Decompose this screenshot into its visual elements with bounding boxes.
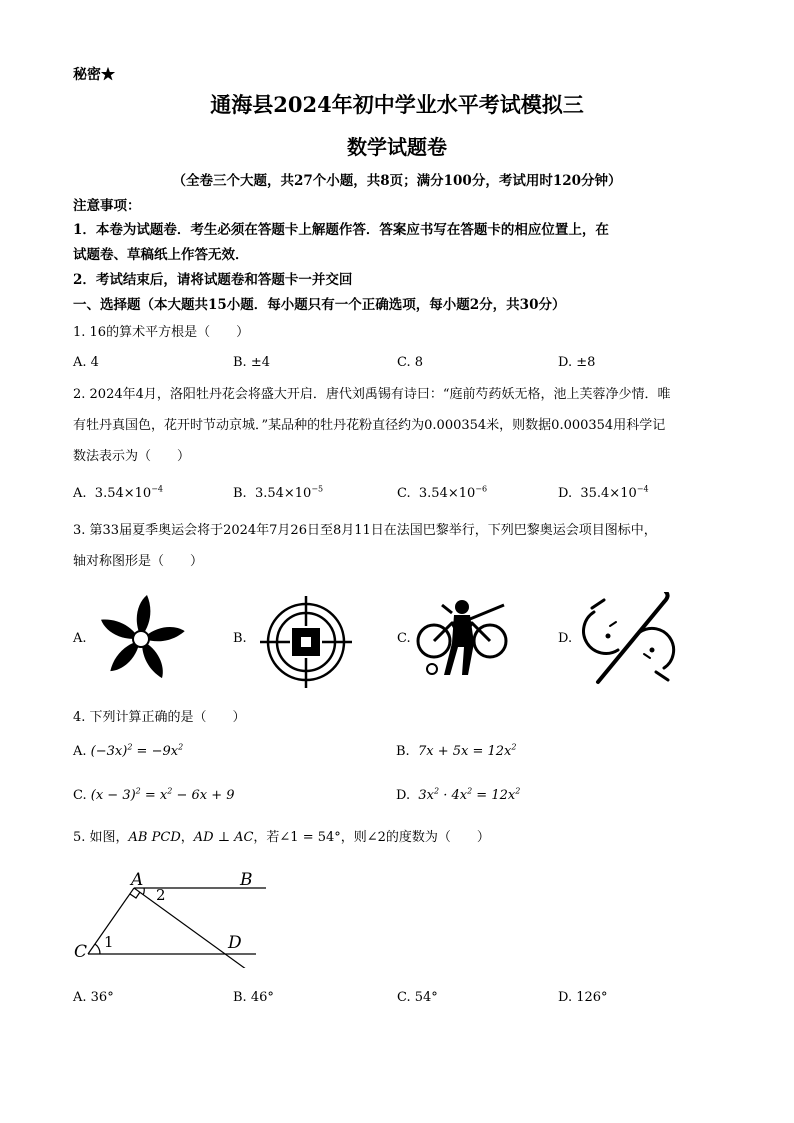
q4-option-b: [396, 744, 516, 759]
notes-heading: 注意事项：: [73, 198, 141, 214]
q5-stem: [73, 829, 490, 847]
q2-option-a-mantissa: 3.54×10: [94, 486, 152, 501]
q5-separator: ，: [180, 830, 194, 845]
q4-option-c-rest: − 6x + 9: [172, 788, 235, 803]
q5-option-d: D. 126°: [558, 990, 608, 1005]
q5-angle-1-label: 1: [104, 933, 114, 951]
q1-option-d: D. ±8: [558, 355, 596, 370]
q4-option-d-letter: D.: [396, 788, 411, 803]
q2-option-b-letter: B.: [233, 486, 247, 501]
q4-option-c-letter: C.: [73, 788, 87, 803]
q5-relation-perpendicular: AD ⊥ AC: [193, 830, 254, 845]
target-icon: [258, 596, 354, 688]
q2-option-b-exponent: −5: [311, 484, 324, 494]
q5-label-d: D: [228, 933, 242, 953]
q4-option-a-letter: A.: [73, 744, 87, 759]
pinwheel-icon: [95, 593, 187, 685]
q4-option-a: [73, 744, 183, 759]
q4-option-a-exponent: 2: [127, 742, 133, 752]
q5-option-a: A. 36°: [73, 990, 114, 1005]
q4-option-c-mid: = x: [140, 788, 168, 803]
q2-option-a: [73, 486, 163, 501]
q2-option-a-letter: A.: [73, 486, 87, 501]
q4-option-a-rest-exponent: 2: [178, 742, 184, 752]
q4-option-d-term-1-exponent: 2: [433, 786, 440, 796]
q4-option-d-term-2: · 4x: [439, 788, 468, 803]
exam-title: 通海县2024年初中学业水平考试模拟三: [210, 92, 584, 117]
q1-option-a: A. 4: [73, 355, 99, 370]
q2-option-d-letter: D.: [558, 486, 573, 501]
q5-option-b: B. 46°: [233, 990, 274, 1005]
q2-line-3: 数法表示为（ ）: [73, 449, 191, 464]
q4-option-d: [396, 788, 520, 803]
q2-option-b-mantissa: 3.54×10: [254, 486, 312, 501]
q4-option-c-exponent: 2: [135, 786, 141, 796]
q2-option-c: [397, 486, 487, 501]
q2-option-c-letter: C.: [397, 486, 411, 501]
q1-option-c: C. 8: [397, 355, 424, 370]
q5-relation-parallel: AB PCD: [128, 830, 181, 845]
q3-option-a-letter: A.: [73, 631, 87, 646]
q3-option-d-letter: D.: [558, 631, 573, 646]
q2-option-c-mantissa: 3.54×10: [418, 486, 476, 501]
q5-label-c: C: [74, 942, 88, 962]
exam-subtitle: 数学试题卷: [347, 135, 447, 159]
q4-option-b-exponent: 2: [511, 742, 517, 752]
note-1-line-2: 试题卷、草稿纸上作答无效．: [73, 247, 249, 263]
q5-angle-2-label: 2: [156, 886, 166, 904]
q4-option-b-letter: B.: [396, 744, 410, 759]
q4-option-d-term-1: 3x: [418, 788, 434, 803]
q4-option-c: [73, 788, 235, 803]
q2-option-b: [233, 486, 323, 501]
note-2: 2．考试结束后，请将试题卷和答题卡一并交回: [73, 272, 353, 288]
hockey-icon: [582, 592, 678, 688]
q4-option-d-term-2-exponent: 2: [467, 786, 473, 796]
q1-option-b: B. ±4: [233, 355, 270, 370]
note-1-line-1: 1．本卷为试题卷．考生必须在答题卡上解题作答．答案应书写在答题卡的相应位置上，在: [73, 222, 609, 238]
q3-option-c-letter: C.: [397, 631, 411, 646]
section-1-heading: 一、选择题（本大题共15小题．每小题只有一个正确选项，每小题2分，共30分）: [73, 297, 566, 313]
secret-mark: 秘密★: [73, 67, 115, 83]
q2-option-a-exponent: −4: [151, 484, 163, 494]
q4-option-d-result: = 12x: [472, 788, 516, 803]
q2-line-2: 有牡丹真国色，花开时节动京城．”某品种的牡丹花粉直径约为0.000354米，则数据0.000354用科学记: [73, 418, 666, 433]
q5-label-a: A: [131, 870, 144, 890]
q5-label-b: B: [240, 870, 253, 890]
q4-option-a-rest: = −9x: [132, 744, 179, 759]
q3-line-1: 3. 第33届夏季奥运会将于2024年7月26日至8月11日在法国巴黎举行，下列巴黎奥运会项目图标中，: [73, 523, 657, 538]
q2-option-d-mantissa: 35.4×10: [580, 486, 637, 501]
cycling-icon: [412, 597, 510, 681]
q2-option-d: [558, 486, 649, 501]
q5-stem-question: ，若∠1 = 54°，则∠2的度数为（ ）: [253, 830, 490, 845]
q2-option-d-exponent: −4: [636, 484, 649, 494]
q4-stem: 4. 下列计算正确的是（ ）: [73, 710, 246, 725]
exam-info: （全卷三个大题，共27个小题，共8页；满分100分，考试用时120分钟）: [172, 173, 622, 189]
q3-line-2: 轴对称图形是（ ）: [73, 554, 204, 569]
q3-option-b-letter: B.: [233, 631, 247, 646]
q1-stem: 1. 16的算术平方根是（ ）: [73, 325, 250, 340]
q4-option-c-mid-exponent: 2: [167, 786, 173, 796]
q5-stem-prefix: 5. 如图，: [73, 830, 129, 845]
q4-option-a-base: (−3x): [90, 744, 128, 759]
q5-option-c: C. 54°: [397, 990, 438, 1005]
q4-option-b-expression: 7x + 5x = 12x: [417, 744, 512, 759]
q2-option-c-exponent: −6: [475, 484, 488, 494]
q4-option-c-base: (x − 3): [90, 788, 136, 803]
q4-option-d-result-exponent: 2: [515, 786, 521, 796]
q2-line-1: 2. 2024年4月，洛阳牡丹花会将盛大开启．唐代刘禹锡有诗曰：“庭前芍药妖无格，池上芙蓉净少情．唯: [73, 387, 671, 402]
